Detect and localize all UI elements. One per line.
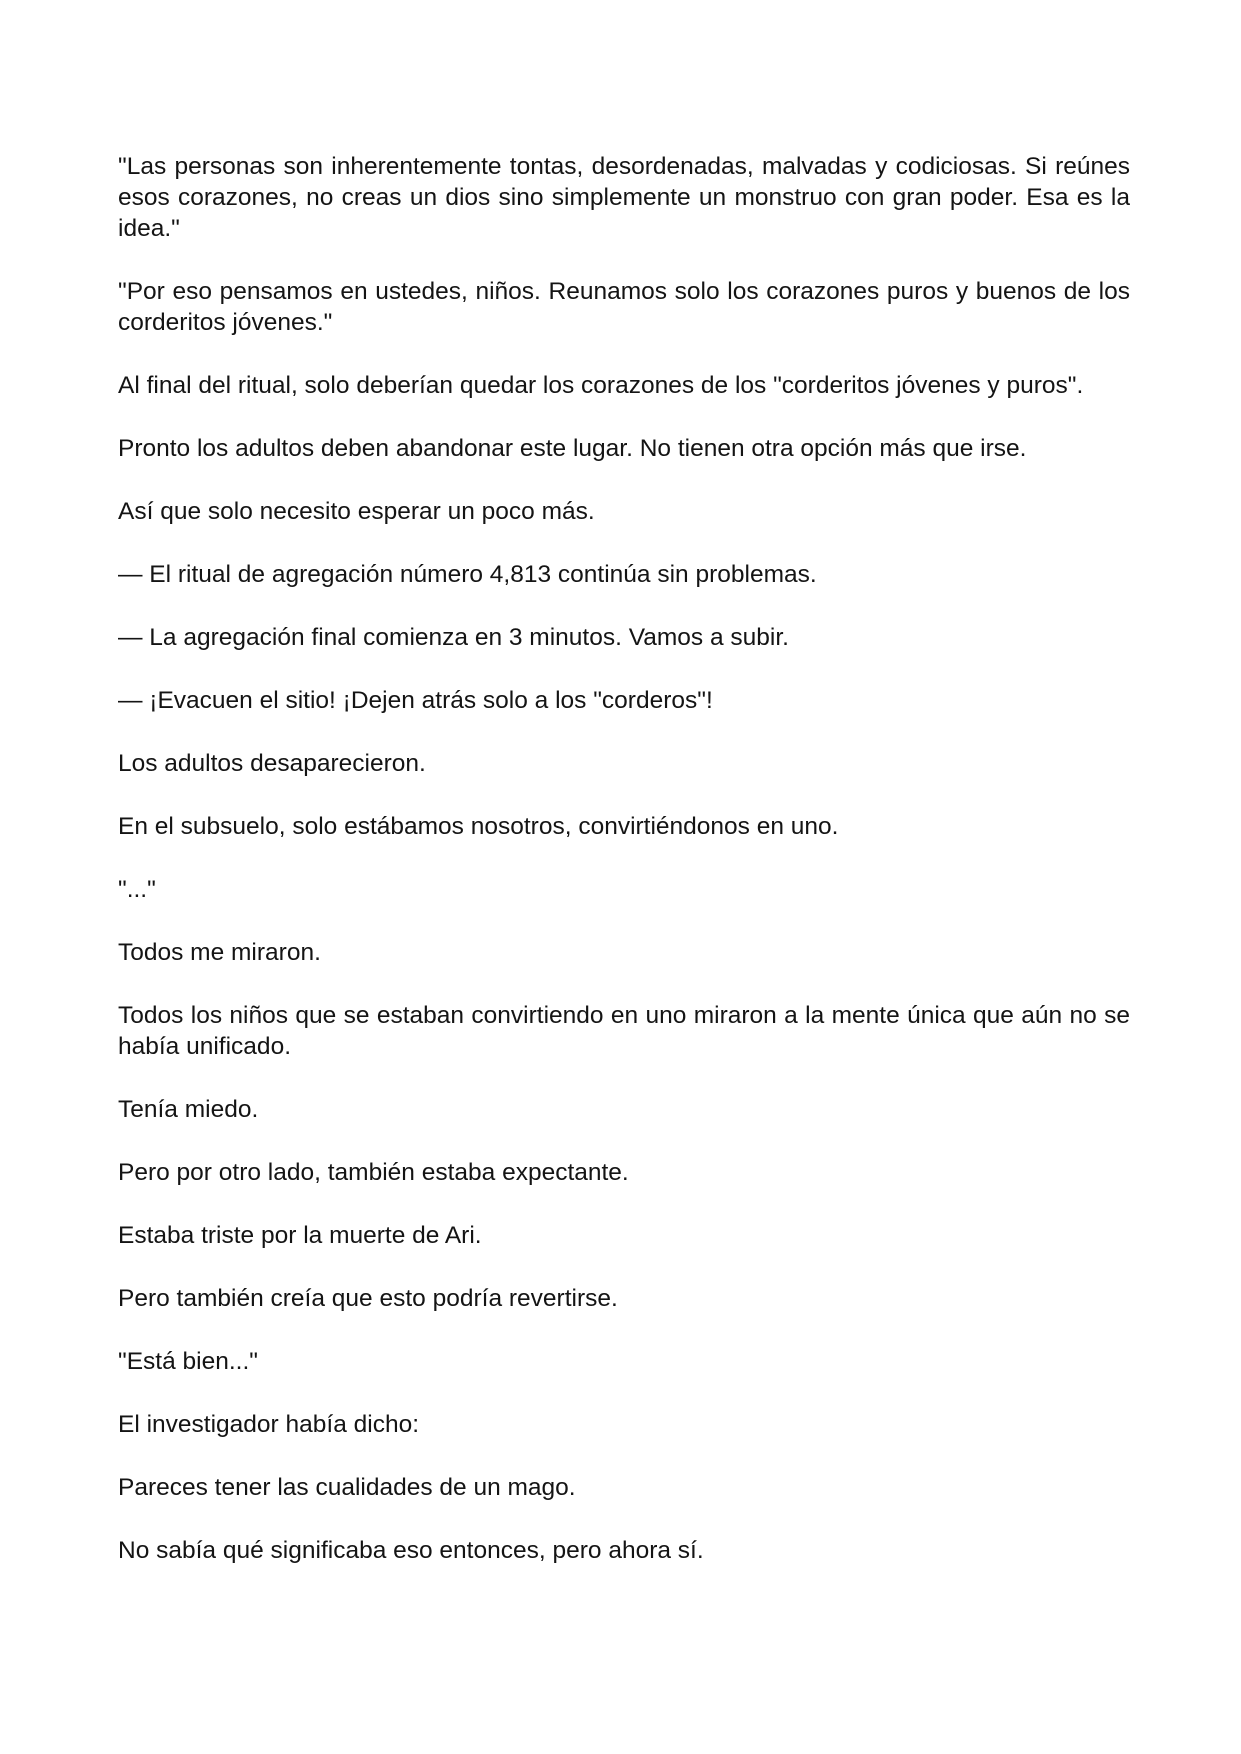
- paragraph: Estaba triste por la muerte de Ari.: [118, 1222, 482, 1249]
- paragraph: Todos me miraron.: [118, 939, 321, 966]
- paragraph: Pronto los adultos deben abandonar este lugar. No tienen otra opción más que irse.: [118, 435, 1027, 462]
- paragraph: No sabía qué significaba eso entonces, pero ahora sí.: [118, 1537, 704, 1564]
- paragraph: Así que solo necesito esperar un poco más.: [118, 498, 595, 525]
- paragraph: — ¡Evacuen el sitio! ¡Dejen atrás solo a los "corderos"!: [118, 687, 713, 714]
- paragraph: "...": [118, 876, 156, 903]
- paragraph: Pero también creía que esto podría revertirse.: [118, 1285, 618, 1312]
- paragraph: Todos los niños que se estaban convirtiendo en uno miraron a la mente única que aún no se había unificado.: [118, 1002, 1130, 1060]
- paragraph: — La agregación final comienza en 3 minutos. Vamos a subir.: [118, 624, 789, 651]
- paragraph: El investigador había dicho:: [118, 1411, 419, 1438]
- paragraph: En el subsuelo, solo estábamos nosotros, convirtiéndonos en uno.: [118, 813, 839, 840]
- paragraph: "Por eso pensamos en ustedes, niños. Reunamos solo los corazones puros y buenos de los corderitos jóvenes.": [118, 278, 1130, 336]
- paragraph: — El ritual de agregación número 4,813 continúa sin problemas.: [118, 561, 817, 588]
- paragraph: Al final del ritual, solo deberían quedar los corazones de los "corderitos jóvenes y puros".: [118, 372, 1084, 399]
- document-body: [118, 151, 1130, 1598]
- paragraph: Pero por otro lado, también estaba expectante.: [118, 1159, 629, 1186]
- paragraph: "Está bien...": [118, 1348, 258, 1375]
- paragraph: "Las personas son inherentemente tontas, desordenadas, malvadas y codiciosas. Si reúnes esos corazones, no creas un dios sino simplemente un monstruo con gran poder. Esa es la idea.": [118, 153, 1130, 242]
- paragraph: Los adultos desaparecieron.: [118, 750, 426, 777]
- paragraph: Tenía miedo.: [118, 1096, 259, 1123]
- paragraph: Pareces tener las cualidades de un mago.: [118, 1474, 576, 1501]
